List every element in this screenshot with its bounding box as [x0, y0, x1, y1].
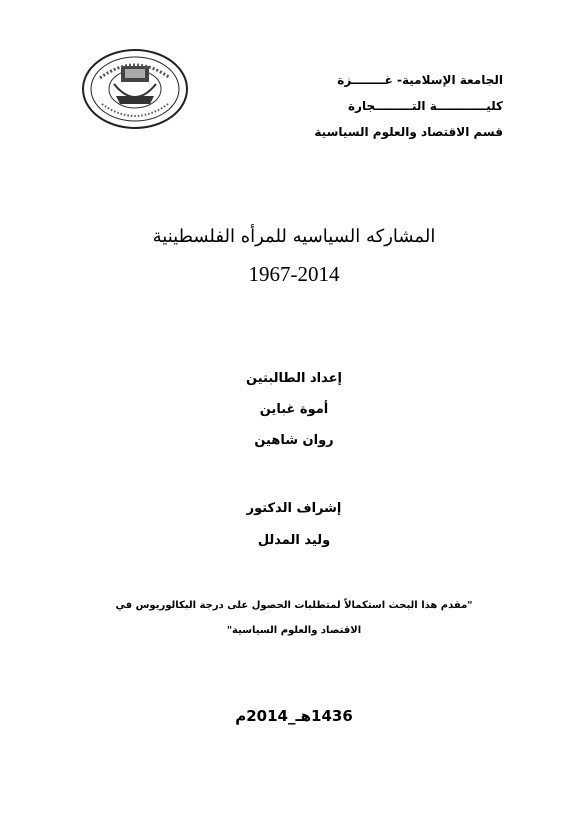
institution-header: [253, 67, 503, 145]
submission-note-line2: الاقتصاد والعلوم السياسية": [226, 625, 362, 636]
submission-note-line1: "مقدم هذا البحث استكمالاً لمتطلبات الحصول على درجة البكالوريوس في: [115, 600, 473, 611]
thesis-title: المشاركه السياسيه للمرأه الفلسطينية: [152, 226, 436, 247]
thesis-years: 1967-2014: [248, 262, 340, 286]
department-name: قسم الاقتصاد والعلوم السياسية: [314, 125, 503, 139]
supervisor-name: وليد المدلل: [257, 533, 331, 548]
supervision-label: إشراف الدكتور: [246, 501, 342, 516]
student-name: روان شاهين: [254, 433, 334, 448]
submission-date: 1436هـ_2014م: [235, 707, 353, 725]
student-name: أموة غباين: [259, 402, 329, 417]
faculty-name: كليــــــــــــة التـــــــــجارة: [347, 99, 503, 113]
university-seal-icon: [80, 48, 190, 130]
prepared-by-label: إعداد الطالبتين: [246, 371, 342, 386]
university-name: الجامعة الإسلامية- غــــــــزة: [337, 73, 503, 87]
